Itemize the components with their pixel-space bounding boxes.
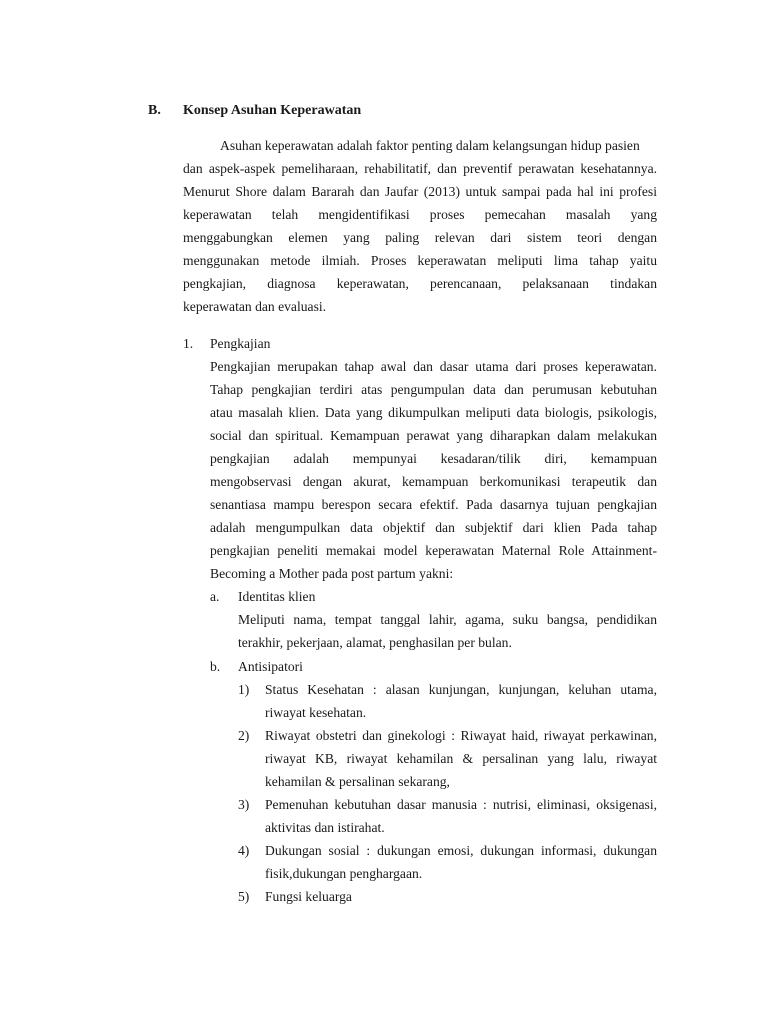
item1-line: atau masalah klien. Data yang dikumpulkan meliputi data biologis, psikologis, xyxy=(210,405,657,420)
intro-line: keperawatan dan evaluasi. xyxy=(183,299,327,314)
item1-line: Becoming a Mother pada post partum yakni: xyxy=(210,566,454,581)
sub-a-line: Meliputi nama, tempat tanggal lahir, agama, suku bangsa, pendidikan xyxy=(238,612,657,627)
item1-line: Pengkajian merupakan tahap awal dan dasar utama dari proses keperawatan. xyxy=(210,359,657,374)
intro-line: Menurut Shore dalam Bararah dan Jaufar (2013) untuk sampai pada hal ini profesi xyxy=(183,184,657,199)
list-number: 5) xyxy=(238,889,250,904)
list-number: 4) xyxy=(238,843,250,858)
list-line: kehamilan & persalinan sekarang, xyxy=(265,774,450,789)
intro-line: menggabungkan elemen yang paling relevan dari sistem teori dengan xyxy=(183,230,657,245)
item1-line: social dan spiritual. Kemampuan perawat yang diharapkan dalam melakukan xyxy=(210,428,657,443)
list-number: 1) xyxy=(238,682,250,697)
list-line: riwayat kesehatan. xyxy=(265,705,367,720)
section-title: Konsep Asuhan Keperawatan xyxy=(183,103,362,118)
intro-line: keperawatan telah mengidentifikasi proses pemecahan masalah yang xyxy=(183,207,657,222)
sub-title: Antisipatori xyxy=(238,659,303,674)
section-letter: B. xyxy=(148,103,161,118)
list-line: riwayat KB, riwayat kehamilan & persalinan yang lalu, riwayat xyxy=(265,751,657,766)
list-item xyxy=(265,793,657,839)
item1-line: adalah mengumpulkan data objektif dan subjektif dari klien Pada tahap xyxy=(210,520,657,535)
intro-line: pengkajian, diagnosa keperawatan, perencanaan, pelaksanaan tindakan xyxy=(183,276,657,291)
intro-line: dan aspek-aspek pemeliharaan, rehabilitatif, dan preventif perawatan kesehatannya. xyxy=(183,161,657,176)
item-number: 1. xyxy=(183,336,194,351)
intro-line: menggunakan metode ilmiah. Proses keperawatan meliputi lima tahap yaitu xyxy=(183,253,657,268)
intro-paragraph xyxy=(183,134,657,318)
sub-a-paragraph xyxy=(238,608,657,654)
intro-line: Asuhan keperawatan adalah faktor penting dalam kelangsungan hidup pasien xyxy=(220,138,640,153)
list-item xyxy=(265,885,657,908)
item-title: Pengkajian xyxy=(210,336,271,351)
sub-title: Identitas klien xyxy=(238,589,316,604)
sub-a-line: terakhir, pekerjaan, alamat, penghasilan per bulan. xyxy=(238,635,512,650)
list-line: Status Kesehatan : alasan kunjungan, kunjungan, keluhan utama, xyxy=(265,682,657,697)
item1-paragraph xyxy=(210,355,657,585)
sub-letter: b. xyxy=(210,659,221,674)
item1-line: pengkajian peneliti memakai model keperawatan Maternal Role Attainment- xyxy=(210,543,657,558)
list-item xyxy=(265,839,657,885)
list-number: 2) xyxy=(238,728,250,743)
item1-line: Tahap pengkajian terdiri atas pengumpulan data dan perumusan kebutuhan xyxy=(210,382,657,397)
item1-line: mengobservasi dengan akurat, kemampuan berkomunikasi terapeutik dan xyxy=(210,474,657,489)
list-line: aktivitas dan istirahat. xyxy=(265,820,385,835)
list-line: Riwayat obstetri dan ginekologi : Riwayat haid, riwayat perkawinan, xyxy=(265,728,657,743)
item1-line: pengkajian adalah mempunyai kesadaran/tilik diri, kemampuan xyxy=(210,451,657,466)
list-line: Fungsi keluarga xyxy=(265,889,352,904)
item1-line: senantiasa mampu berespon secara efektif. Pada dasarnya tujuan pengkajian xyxy=(210,497,657,512)
list-line: Dukungan sosial : dukungan emosi, dukungan informasi, dukungan xyxy=(265,843,657,858)
list-item xyxy=(265,678,657,724)
list-line: Pemenuhan kebutuhan dasar manusia : nutrisi, eliminasi, oksigenasi, xyxy=(265,797,657,812)
sub-letter: a. xyxy=(210,589,220,604)
list-item xyxy=(265,724,657,793)
list-line: fisik,dukungan penghargaan. xyxy=(265,866,423,881)
list-number: 3) xyxy=(238,797,250,812)
